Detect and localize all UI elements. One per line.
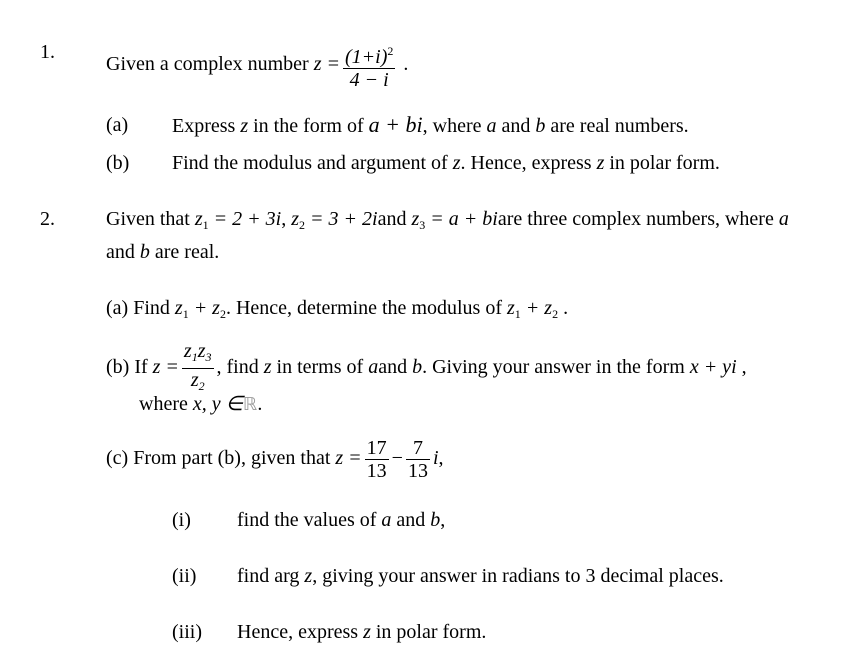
text: and [396,509,426,531]
subscript: 2 [219,307,226,321]
math: x + yi [689,356,737,379]
math: z [304,565,313,587]
text: . Hence, determine the modulus of [225,297,502,319]
denominator: 4 − i [349,69,389,91]
text: in polar form. [375,621,487,643]
part-1a [172,113,689,138]
math: = 3 + 2i [310,208,378,230]
text: are real. [154,241,220,263]
math: a [368,356,379,379]
math: z [596,152,605,174]
math: z [190,369,199,391]
math: a [778,208,789,230]
math: z = [335,447,362,470]
part-label: (b) [106,152,130,174]
math: a [381,509,392,531]
subscript: 1 [191,350,198,364]
subscript: 1 [202,218,209,232]
fraction [365,437,389,482]
denominator: 13 [407,460,428,482]
math: b [430,509,441,531]
subpart-label: (i) [172,509,191,531]
part-1b [172,151,720,175]
numerator: 17 [366,437,387,459]
text: , [440,509,446,531]
text: where [139,393,188,415]
part-label: (a) [106,114,129,136]
text: find the values of [237,509,377,531]
math: + z [193,297,220,319]
math: z [183,340,192,362]
subscript: 3 [205,350,212,364]
text: and [377,208,407,230]
fraction [406,437,430,482]
text: . [257,393,263,415]
question-2-number: 2. [40,208,55,230]
part-2a [106,296,568,326]
text: and [501,115,531,137]
math: z [240,115,249,137]
text: . Hence, express [460,152,592,174]
subscript: 2 [552,307,559,321]
fraction [182,340,214,397]
period: . [403,53,409,76]
text: in the form of [253,115,364,137]
subscript: 3 [419,218,426,232]
math: z [363,621,371,643]
part-2b-cont [139,392,262,417]
text: (c) From part (b), given that [106,447,331,470]
fraction [343,40,395,91]
math: b [412,356,423,379]
subpart-iii [237,620,486,644]
text: , [438,447,444,470]
subscript: 1 [182,307,189,321]
text: and [378,356,408,379]
subpart-label: (ii) [172,565,197,587]
text: and [106,241,135,263]
math: z [174,297,183,319]
denominator: 13 [366,460,387,482]
math: z = [152,356,179,379]
part-2b [106,340,747,397]
subscript: 1 [514,307,521,321]
math: a [486,115,497,137]
math: z [507,297,515,319]
math: z [197,340,206,362]
numerator: (1+i) [345,46,388,68]
text: . Giving your answer in the form [422,356,685,379]
text: , where [422,115,482,137]
math: x, y ∈ [192,393,244,415]
question-1-stem [106,40,408,91]
text: . [563,297,569,319]
subpart-i [237,508,445,532]
math: z [452,152,461,174]
text: Find the modulus and argument of [172,152,448,174]
subpart-label: (iii) [172,621,202,643]
math: b [139,241,150,263]
math: b [535,115,546,137]
text: (b) If [106,356,148,379]
exponent: 2 [387,44,394,58]
math: = a + bi [430,208,498,230]
part-2c [106,437,444,482]
math: z [263,356,272,379]
text: , [741,356,747,379]
text: , find [216,356,259,379]
text: , [281,208,287,230]
text: in polar form. [609,152,720,174]
question-2-stem-cont [106,240,219,264]
text: in terms of [276,356,364,379]
math: + z [525,297,553,319]
math: z [291,208,300,230]
text: are three complex numbers, where [497,208,774,230]
subscript: 2 [299,218,306,232]
text: Hence, express [237,621,359,643]
real-numbers-symbol: ℝ [243,394,258,415]
stem-text: Given a complex number [106,53,309,76]
question-2-stem [106,207,789,237]
text: find arg [237,565,300,587]
subpart-ii [237,564,724,588]
subscript: 2 [198,379,205,393]
text: Express [172,115,236,137]
numerator: 7 [406,437,430,460]
math: a + bi [368,112,423,137]
text: Given that [106,208,190,230]
math: − [391,447,403,470]
math: z [411,208,420,230]
math-z: z = [313,53,340,76]
text: are real numbers. [550,115,689,137]
text: (a) Find [106,297,170,319]
text: , giving your answer in radians to 3 decimal places. [312,565,724,587]
question-1-number: 1. [40,41,55,63]
math: z [194,208,203,230]
math: = 2 + 3i [213,208,282,230]
math: i [432,447,439,470]
